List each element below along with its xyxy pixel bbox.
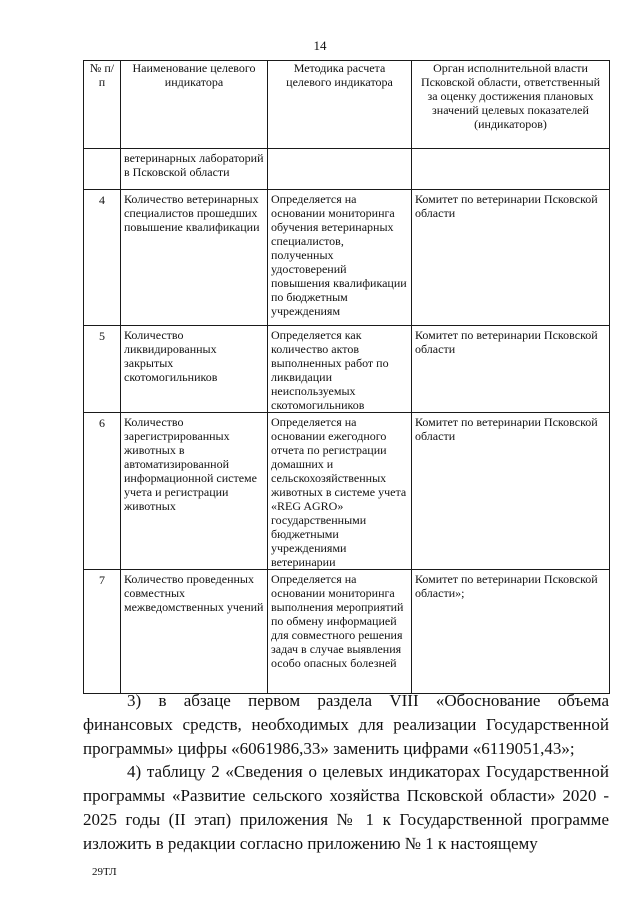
table-row <box>84 413 610 570</box>
cell-organ: Комитет по ветеринарии Псковской области <box>412 190 610 326</box>
cell-method: Определяется на основании мониторинга выполнения мероприятий по обмену информацией для совместного решения задач в случае выявления особо опасных болезней <box>268 570 412 694</box>
table-row <box>84 190 610 326</box>
cell-method <box>268 149 412 190</box>
table-header-row <box>84 61 610 149</box>
cell-name: Количество ликвидированных закрытых скотомогильников <box>121 326 268 413</box>
footer-code: 29ТЛ <box>92 866 117 878</box>
paragraph-item-4: 4) таблицу 2 «Сведения о целевых индикаторах Государственной программы «Развитие сельского хозяйства Псковской области» 2020 - 2025 годы (II этап) приложения № 1 к Государственной программе изложить в редакции согласно приложению № 1 к настоящему <box>83 762 609 853</box>
header-num: № п/п <box>84 61 121 149</box>
cell-method: Определяется на основании ежегодного отчета по регистрации домашних и сельскохозяйственных животных в системе учета «REG AGRO» государственными бюджетными учреждениями ветеринарии <box>268 413 412 570</box>
table-row <box>84 149 610 190</box>
table-row <box>84 326 610 413</box>
cell-organ: Комитет по ветеринарии Псковской области <box>412 326 610 413</box>
cell-method: Определяется как количество актов выполненных работ по ликвидации неиспользуемых скотомогильников <box>268 326 412 413</box>
cell-organ: Комитет по ветеринарии Псковской области»; <box>412 570 610 694</box>
cell-num: 4 <box>84 190 121 326</box>
table-row <box>84 570 610 694</box>
cell-num <box>84 149 121 190</box>
cell-method: Определяется на основании мониторинга обучения ветеринарных специалистов, полученных удостоверений повышения квалификации по бюджетным учреждениям <box>268 190 412 326</box>
cell-num: 6 <box>84 413 121 570</box>
cell-name: Количество проведенных совместных межведомственных учений <box>121 570 268 694</box>
cell-num: 5 <box>84 326 121 413</box>
cell-name: Количество зарегистрированных животных в автоматизированной информационной системе учета и регистрации животных <box>121 413 268 570</box>
page-number: 14 <box>313 38 327 53</box>
indicators-table <box>83 60 610 694</box>
cell-organ: Комитет по ветеринарии Псковской области <box>412 413 610 570</box>
header-name: Наименование целевого индикатора <box>121 61 268 149</box>
cell-organ <box>412 149 610 190</box>
cell-name: Количество ветеринарных специалистов прошедших повышение квалификации <box>121 190 268 326</box>
header-organ: Орган исполнительной власти Псковской области, ответственный за оценку достижения плановых значений целевых показателей (индикаторов) <box>412 61 610 149</box>
cell-num: 7 <box>84 570 121 694</box>
cell-name: ветеринарных лабораторий в Псковской области <box>121 149 268 190</box>
paragraph-item-3: 3) в абзаце первом раздела VIII «Обоснование объема финансовых средств, необходимых для реализации Государственной программы» цифры «6061986,33» заменить цифрами «6119051,43»; <box>83 691 609 758</box>
header-method: Методика расчета целевого индикатора <box>268 61 412 149</box>
